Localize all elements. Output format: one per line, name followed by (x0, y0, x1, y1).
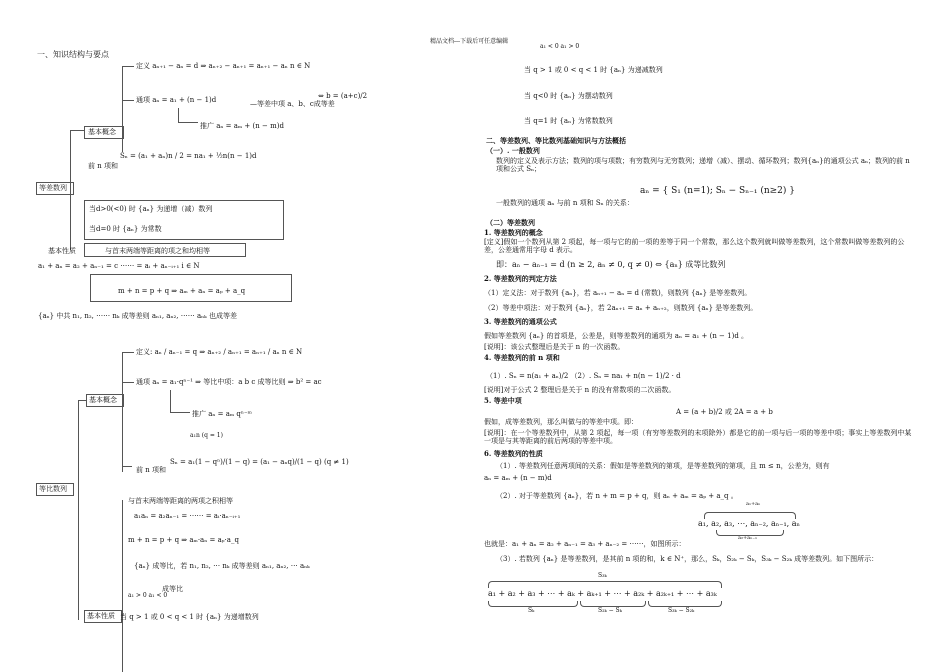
right-constant-line: 当 q=1 时 {aₙ} 为常数数列 (524, 117, 613, 125)
geom-sum-formula: Sₙ = a₁(1 − qⁿ)/(1 − q) = (a₁ − aₙq)/(1 − q) (q ≠ 1) (170, 458, 349, 466)
general-term-text: 假如等差数列 {aₙ} 的首项是，公差是，则等差数列的通项为 aₙ = a₁ + (n − 1)d 。 (484, 332, 749, 340)
tree-line (78, 400, 79, 620)
diagram-sk: Sₖ (528, 607, 535, 614)
heading-judgement: 2. 等差数列的判定方法 (484, 274, 557, 283)
arith-nature-desc: 与首末两端等距离的项之和均相等 (105, 247, 210, 255)
diagram-brace-s3k (488, 581, 722, 588)
arith-basic-concept-label: 基本概念 (88, 128, 116, 136)
diagram-s2k-sk: S₂ₖ − Sₖ (598, 607, 622, 614)
property-brace-top-label: a₁+aₙ (746, 501, 761, 507)
property-brace-bottom-label: a₂+aₙ₋₁ (738, 535, 757, 541)
diagram-s3k: S₃ₖ (598, 572, 607, 579)
arith-sum-formula: Sₙ = (a₁ + aₙ)n / 2 = na₁ + ½n(n − 1)d (120, 152, 257, 160)
concept-formula: 即：aₙ − aₙ₋₁ = d (n ≥ 2, aₙ ≠ 0, q ≠ 0) ⇔ {aₙ} 成等比数列 (496, 260, 726, 269)
arith-nature-label: 基本性质 (48, 247, 76, 255)
property-2: （2）. 对于等差数列 {aₙ}，若 n + m = p + q，则 aₙ + aₘ = aₚ + a_q 。 (496, 492, 738, 500)
geom-nature-box (84, 610, 122, 623)
header-note: 精品文档---下载后可任意编辑 (430, 38, 509, 45)
geom-definition: 定义: aₙ / aₙ₋₁ = q ⇒ aₙ₊₂ / aₙ₊₁ = aₙ₊₁ / aₙ n ∈ N (136, 348, 303, 356)
geom-sum-q1: a₁n (q = 1) (190, 432, 223, 439)
property-1: （1）. 等差数列任意两项间的关系：假如是等差数列的第项，是等差数列的第项，且 m ≤ n，公差为，则有 (496, 462, 830, 470)
geom-mono-line: 当 q > 1 或 0 < q < 1 时 {aₙ} 为递增数列 (120, 613, 259, 621)
section-title: 一、知识结构与要点 (37, 50, 109, 59)
subsection-arith: （二）等差数列 (486, 218, 535, 227)
geom-basic-concept-label: 基本概念 (89, 396, 117, 404)
tree-line (70, 130, 84, 131)
tree-line (122, 66, 134, 67)
section2-title: 二、等差数列、等比数列基础知识与方法概括 (486, 136, 626, 145)
property-sequence: a₁, a₂, a₃, ⋯, aₙ₋₂, aₙ₋₁, aₙ (698, 519, 800, 528)
property-brace-top (704, 512, 796, 519)
heading-middle-term: 5. 等差中项 (484, 396, 522, 405)
tree-line (122, 352, 123, 472)
geom-sum-label: 前 n 项和 (136, 466, 166, 474)
arith-box-label: 等差数列 (39, 184, 67, 192)
judgement-middle: （2）等差中项法：对于数列 {aₙ}，若 2aₙ₊₁ = aₙ + aₙ₊₂，则数列 {aₙ} 是等差数列。 (484, 304, 758, 312)
middle-term-note: [说明]：在一个等差数列中，从第 2 项起，每一项（有穷等差数列的末项除外）都是它的前一项与后一项的等差中项；事实上等差数列中某一项是与其等距离的前后两项的等差中项。 (484, 429, 912, 446)
subsection-general: （一）. 一般数列 (486, 146, 540, 155)
heading-general-term: 3. 等差数列的通项公式 (484, 317, 557, 326)
general-term-note: [说明]：该公式整理后是关于 n 的一次函数。 (484, 343, 625, 351)
arith-general-term: 通项 aₙ = a₁ + (n − 1)d (136, 96, 217, 104)
tree-line (170, 390, 171, 412)
right-top-cond: a₁ < 0 a₁ > 0 (540, 43, 580, 50)
arith-nature-f3: {aₙ} 中共 n₁, n₂, ⋯⋯ nₖ 成等差则 aₙ₁, aₙ₂, ⋯⋯ aₙₖ 也成等差 (38, 312, 237, 320)
property-3: （3）. 若数列 {aₙ} 是等差数列，是其前 n 项的和，k ∈ N⁺，那么，Sₖ，S₂ₖ − Sₖ，S₃ₖ − S₂ₖ 成等差数列。如下图所示： (496, 555, 879, 563)
arith-middle-formula: ⇔ b = (a+c)/2 (318, 92, 368, 100)
property-1-formula: aₙ = aₘ + (n − m)d (484, 474, 552, 482)
geom-basic-concept-box (86, 394, 124, 407)
geom-general-term: 通项 aₙ = a₁·qⁿ⁻¹ ⇒ 等比中项：a b c 成等比则 ⇒ b² = ac (136, 378, 322, 386)
arith-generalization: 推广 aₙ = aₘ + (n − m)d (200, 122, 284, 130)
arith-box (36, 182, 74, 195)
geom-box-label: 等比数列 (39, 485, 67, 493)
geom-nature-f1: a₁aₙ = a₂aₙ₋₁ = ⋯⋯ = aᵢ·aₙ₋ᵢ₊₁ (134, 512, 241, 520)
tree-line (122, 382, 134, 383)
tree-line (122, 466, 132, 467)
property-2-also: 也就是：a₁ + aₙ = a₂ + aₙ₋₁ = a₃ + aₙ₋₂ = ⋯⋯，如图所示： (484, 540, 686, 548)
middle-term-text: 假如，成等差数列，那么叫做与的等差中项。即： (484, 418, 638, 426)
geom-nature-label: 基本性质 (87, 612, 115, 620)
arith-nature-f1: a₁ + aₙ = a₂ + aₙ₋₁ = c ⋯⋯ = aᵢ + aₙ₋ᵢ₊₁ i ∈ N (38, 262, 200, 270)
arith-basic-concept-box (84, 126, 124, 139)
tree-line (78, 400, 86, 401)
tree-line (122, 352, 134, 353)
tree-line (122, 66, 123, 152)
heading-sum: 4. 等差数列的前 n 项和 (484, 353, 560, 362)
heading-concept: 1. 等差数列的概念 (484, 228, 543, 237)
geom-nature-f3b: 成等比 (162, 585, 183, 593)
diagram-s3k-s2k: S₃ₖ − S₂ₖ (668, 607, 695, 614)
sum-note: [说明]对于公式 2 整理后是关于 n 的没有常数项的二次函数。 (484, 386, 676, 394)
sum-formulas: （1）. Sₙ = n(a₁ + aₙ)/2 （2）. Sₙ = na₁ + n(n − 1)/2 · d (486, 372, 681, 380)
geom-generalization: 推广 aₙ = aₘ qⁿ⁻ᵐ (192, 410, 252, 418)
arith-nature-f2: m + n = p + q ⇒ aₘ + aₙ = aₚ + a_q (118, 287, 246, 295)
heading-properties: 6. 等差数列的性质 (484, 449, 543, 458)
tree-line (170, 412, 190, 413)
general-relation-formula: aₙ = { S₁ (n=1); Sₙ − Sₙ₋₁ (n≥2) } (640, 186, 795, 196)
arith-mono-box (84, 200, 284, 240)
tree-line (122, 100, 134, 101)
right-oscillating-line: 当 q<0 时 {aₙ} 为摆动数列 (524, 92, 613, 100)
arith-middle-term: —等差中项 a、b、c成等差 (250, 100, 335, 108)
tree-line (122, 500, 123, 672)
middle-term-formula: A = (a + b)/2 或 2A = a + b (676, 408, 773, 416)
tree-line (178, 108, 179, 122)
geom-nature-f3: {aₙ} 成等比，若 n₁, n₂, ⋯ nₖ 成等差则 aₙ₁, aₙ₂, ⋯ aₙₖ (134, 562, 310, 570)
geom-box (36, 483, 74, 496)
geom-nature-desc: 与首末两端等距离的两项之积相等 (128, 497, 233, 505)
concept-definition: [定义]假如一个数列从第 2 项起，每一项与它的前一项的差等于同一个常数，那么这个数列就叫做等差数列，这个常数叫做等差数列的公差，公差通常用字母 d 表示。 (484, 238, 905, 255)
arith-sum-label: 前 n 项和 (88, 162, 118, 170)
geom-cond1: a₁ > 0 a₁ < 0 (128, 592, 168, 599)
tree-line (178, 122, 198, 123)
diagram-sequence: a₁ + a₂ + a₃ + ⋯ + aₖ + aₖ₊₁ + ⋯ + a₂ₖ + a₂ₖ₊₁ + ⋯ + a₃ₖ (488, 589, 717, 598)
general-desc: 数列的定义及表示方法；数列的项与项数；有穷数列与无穷数列；递增（减）、摆动、循环数列；数列{aₙ}的通项公式 aₙ；数列的前 n 项和公式 Sₙ； (496, 157, 910, 174)
arith-definition: 定义 aₙ₊₁ − aₙ = d ⇒ aₙ₊₂ − aₙ₊₁ = aₙ₊₁ − aₙ n ∈ N (136, 62, 311, 70)
right-decreasing-line: 当 q > 1 或 0 < q < 1 时 {aₙ} 为递减数列 (524, 66, 663, 74)
arith-mono-constant: 当d=0 时 {aₙ} 为常数 (89, 225, 162, 233)
judgement-definition: （1）定义法：对于数列 {aₙ}，若 aₙ₊₁ − aₙ = d (常数)，则数列 {aₙ} 是等差数列。 (484, 289, 752, 297)
geom-nature-f2: m + n = p + q ⇒ aₘ·aₙ = aₚ·a_q (128, 536, 239, 544)
arith-mono-increasing: 当d>0(<0) 时 {aₙ} 为递增（减）数列 (89, 205, 213, 213)
general-relation: 一般数列的通项 aₙ 与前 n 项和 Sₙ 的关系： (496, 199, 634, 207)
